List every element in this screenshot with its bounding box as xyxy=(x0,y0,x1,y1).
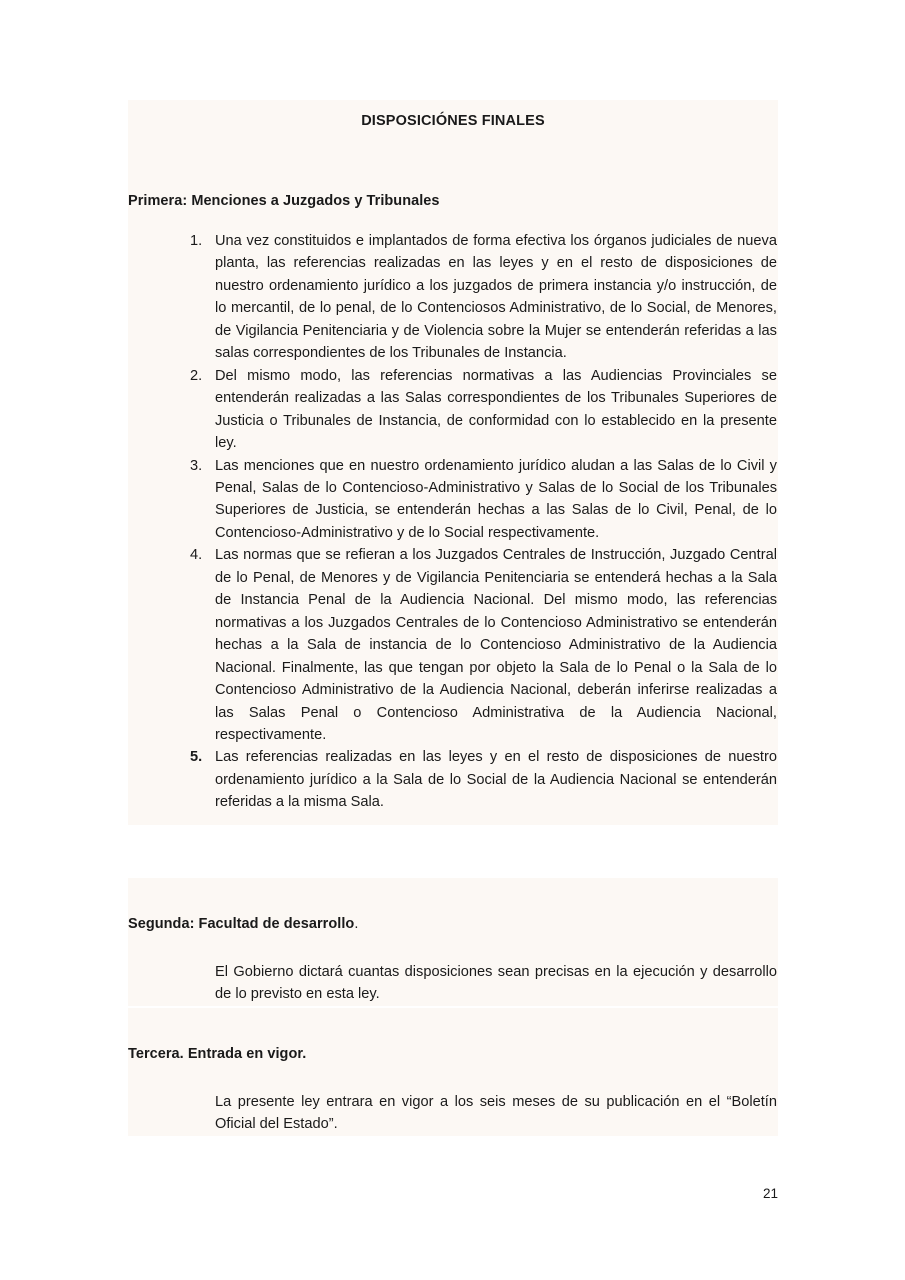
section-heading-segunda-tail: . xyxy=(354,916,359,932)
list-item xyxy=(128,365,778,455)
list-item-marker: 3. xyxy=(190,457,203,474)
section-heading-segunda xyxy=(128,878,778,961)
list-item-marker: 5. xyxy=(190,749,203,766)
list-item-text: Las normas que se refieran a los Juzgados Centrales de Instrucción, Juzgado Central de lo Penal, de Menores y de Vigilancia Penitenciaria se entenderá hechas a la Sala de Instancia Penal de la Audiencia Nacional. Del mismo modo, las referencias normativas a los Juzgados Centrales de lo Contencioso Administrativo se entenderán hechas a la Sala de instancia de lo Contencioso Administrativo de la Audiencia Nacional. Finalmente, las que tengan por objeto la Sala de lo Penal o la Sala de lo Contencioso Administrativo de la Audiencia Nacional, deberán inferirse realizadas a las Salas Penal o Contencioso Administrativa de la Audiencia Nacional, respectivamente. xyxy=(215,547,777,743)
list-item xyxy=(128,230,778,365)
list-item-marker: 4. xyxy=(190,547,203,564)
highlight-block-segunda xyxy=(128,878,778,1006)
page-title: DISPOSICIÓNES FINALES xyxy=(361,113,545,129)
highlight-block-tercera xyxy=(128,1008,778,1136)
list-item-marker: 1. xyxy=(190,233,203,250)
section-heading-segunda-main: Segunda: Facultad de desarrollo xyxy=(128,916,355,932)
list-item-marker: 2. xyxy=(190,367,203,384)
page-number: 21 xyxy=(762,1186,778,1201)
list-item xyxy=(128,746,778,813)
list-item-text: Una vez constituidos e implantados de forma efectiva los órganos judiciales de nueva planta, las referencias realizadas en las leyes y en el resto de disposiciones de nuestro ordenamiento jurídico a los juzgados de primera instancia y/o instrucción, de lo mercantil, de lo penal, de lo Contenciosos Administrativo, de lo Social, de Menores, de Vigilancia Penitenciaria y de Violencia sobre la Mujer se entenderán referidas a las salas correspondientes de los Tribunales de Instancia. xyxy=(215,233,777,362)
section-body-tercera: La presente ley entrara en vigor a los seis meses de su publicación en el “Boletín Oficial del Estado”. xyxy=(215,1094,777,1133)
list-item-text: Del mismo modo, las referencias normativas a las Audiencias Provinciales se entenderán realizadas a las Salas correspondientes de los Tribunales Superiores de Justicia o Tribunales de Instancia, de conformidad con lo establecido en la presente ley. xyxy=(215,367,777,452)
list-item-text: Las menciones que en nuestro ordenamiento jurídico aludan a las Salas de lo Civil y Penal, Salas de lo Contencioso-Administrativo y Salas de lo Social de los Tribunales Superiores de Justicia, se entenderán hechas a las Salas de lo Civil, Penal, de lo Contencioso-Administrativo y de lo Social respectivamente. xyxy=(215,457,777,541)
list-item xyxy=(128,544,778,746)
list-item xyxy=(128,455,778,545)
section-heading-primera: Primera: Menciones a Juzgados y Tribunales xyxy=(128,193,440,210)
section-body-segunda: El Gobierno dictará cuantas disposiciones sean precisas en la ejecución y desarrollo de lo previsto en esta ley. xyxy=(215,964,777,1003)
disposiciones-list xyxy=(128,212,778,825)
list-item-text: Las referencias realizadas en las leyes y en el resto de disposiciones de nuestro ordenamiento jurídico a la Sala de lo Social de la Audiencia Nacional se entenderán referidas a la misma Sala. xyxy=(215,749,777,811)
section-heading-tercera xyxy=(128,1008,778,1091)
section-heading-tercera-main: Tercera. Entrada en vigor. xyxy=(128,1046,307,1062)
highlight-block-primera xyxy=(128,100,778,825)
